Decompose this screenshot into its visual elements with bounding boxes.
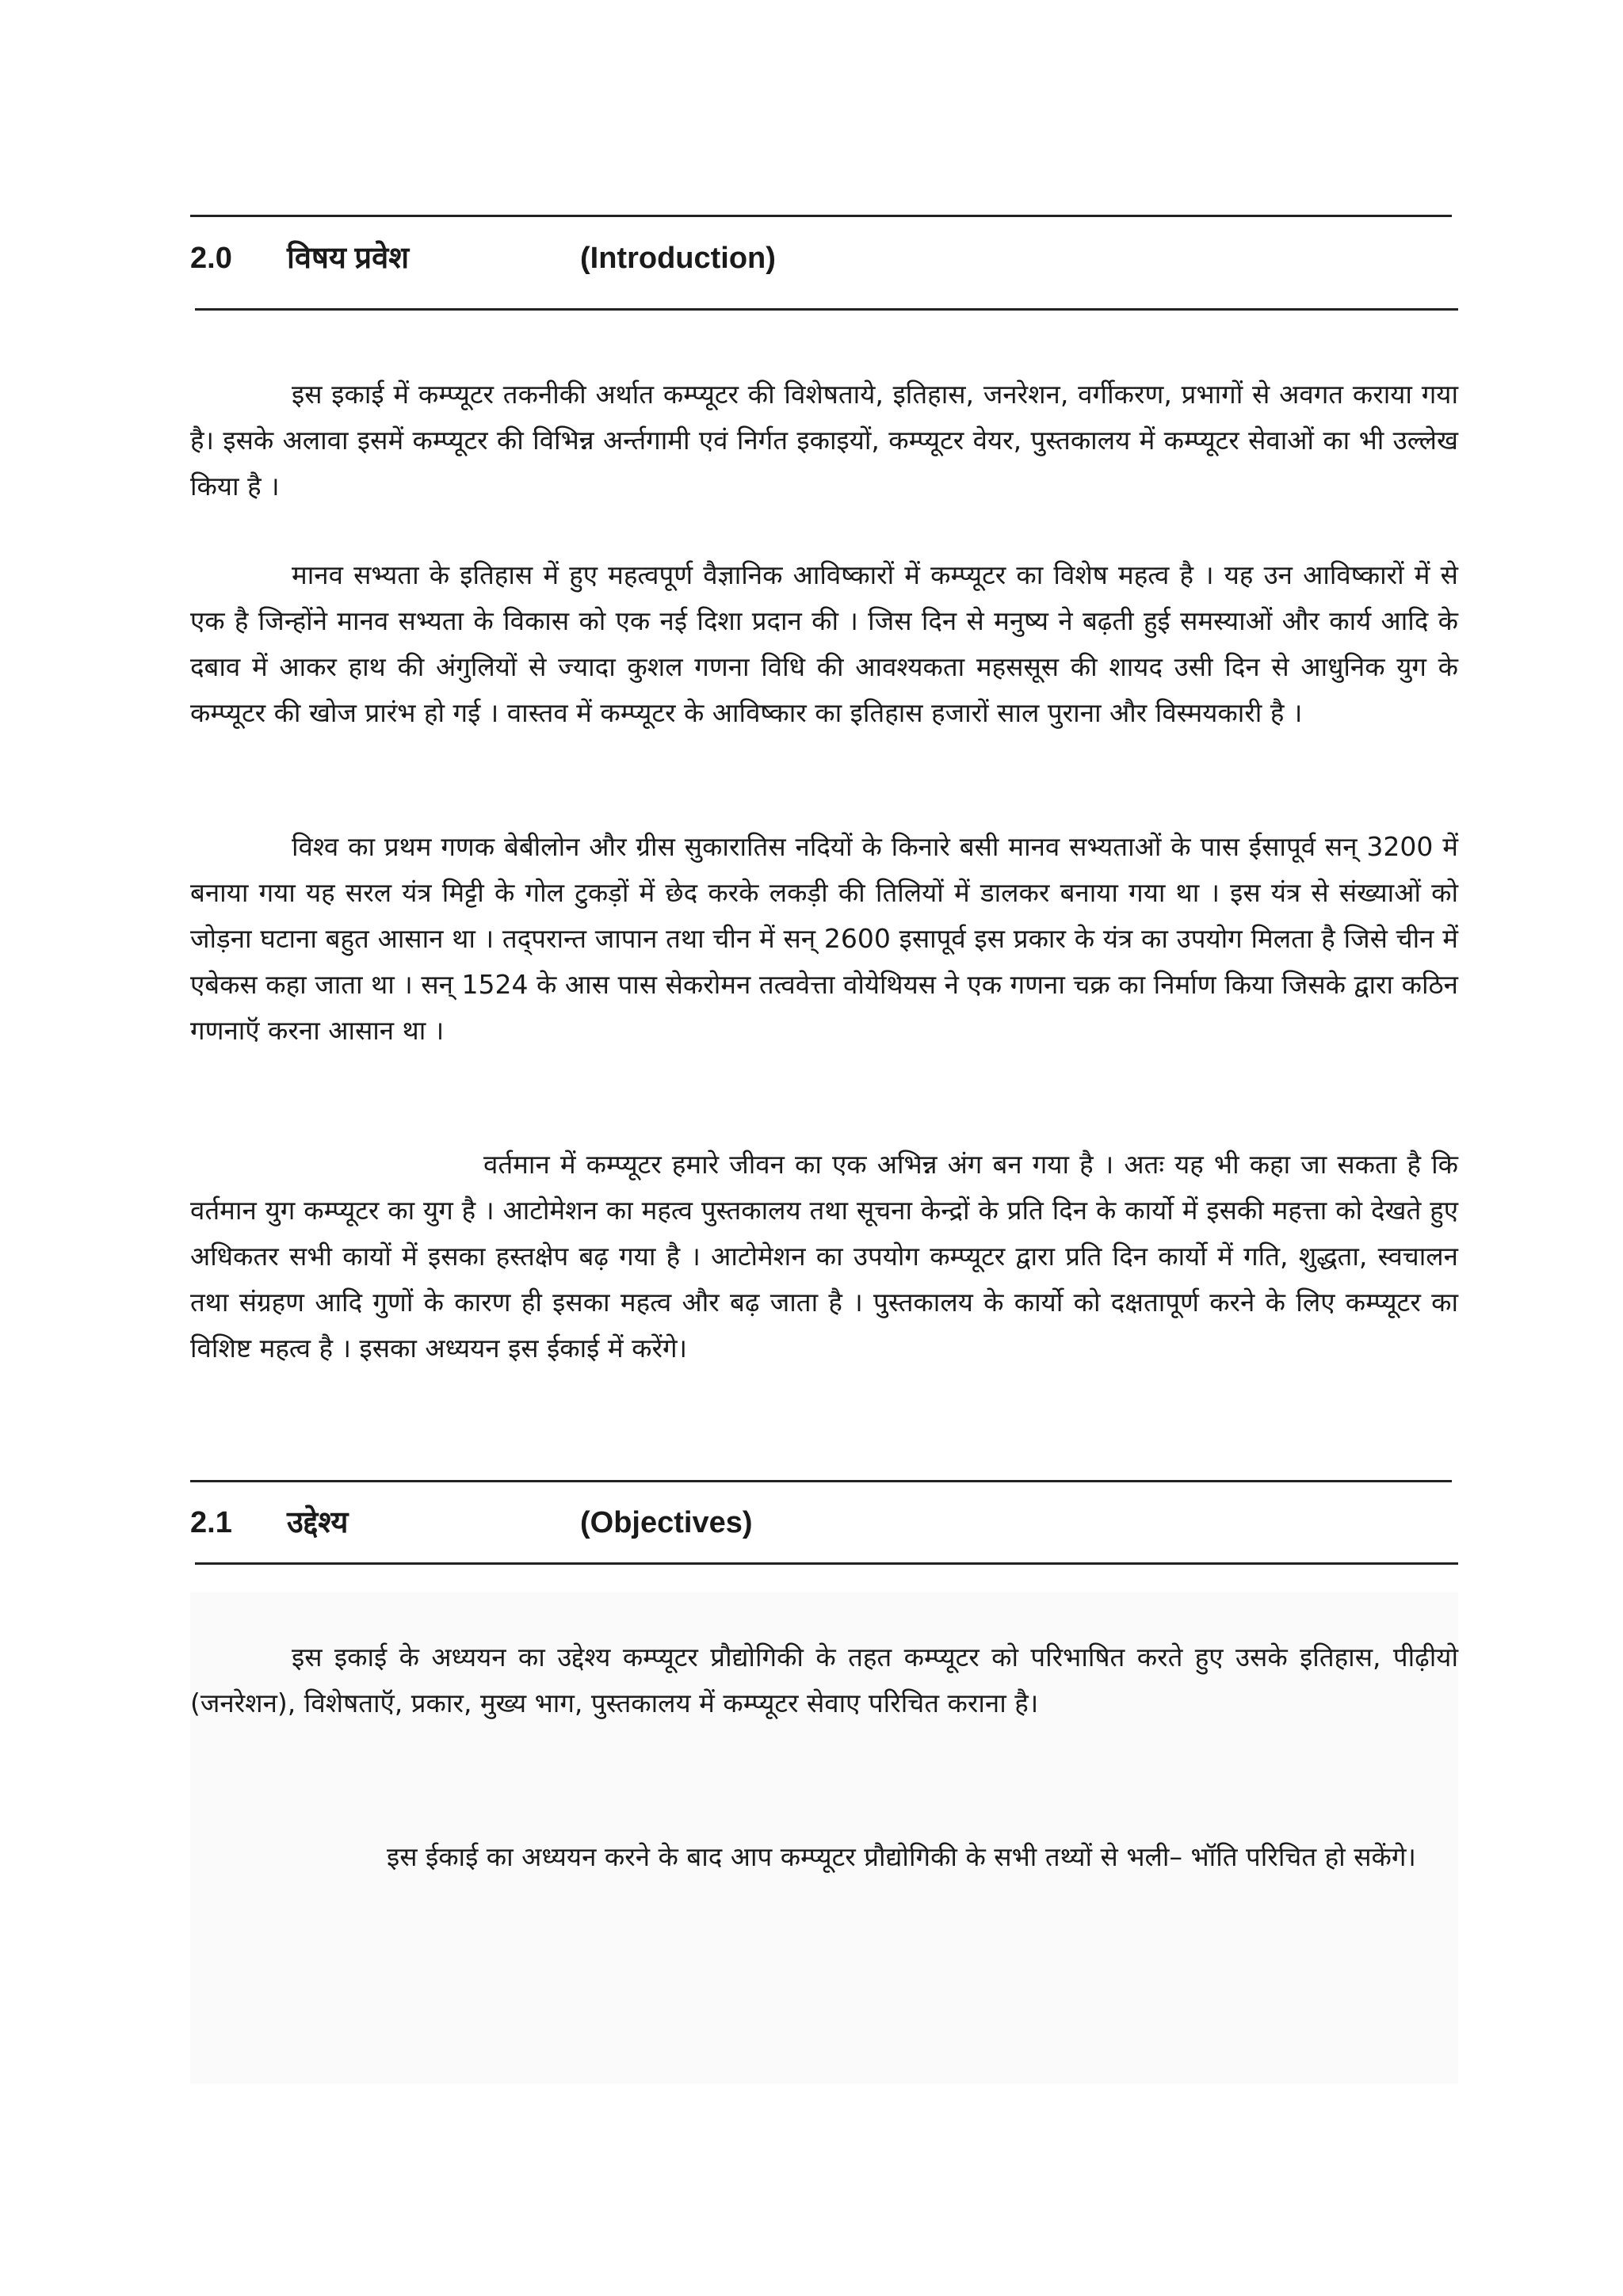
heading-rule-bottom	[195, 1562, 1458, 1565]
intro-paragraph: इस इकाई में कम्प्यूटर तकनीकी अर्थात कम्प्यूटर की विशेषताये, इतिहास, जनरेशन, वर्गीकरण, प्रभागों से अवगत कराया गया है। इसके अलावा इसमें कम्प्यूटर की विभिन्न अर्न्तगामी एवं निर्गत इकाइयों, कम्प्यूटर वेयर, पुस्तकालय में कम्प्यूटर सेवाओं का भी उल्लेख किया है ।	[190, 379, 1458, 502]
section-title-english: (Introduction)	[580, 242, 776, 275]
section-title-english: (Objectives)	[580, 1506, 753, 1539]
intro-paragraph: मानव सभ्यता के इतिहास में हुए महत्वपूर्ण वैज्ञानिक आविष्कारों में कम्प्यूटर का विशेष महत्व है । यह उन आविष्कारों में से एक है जिन्होंने मानव सभ्यता के विकास को एक नई दिशा प्रदान की । जिस दिन से मनुष्य ने बढ़ती हुई समस्याओं और कार्य आदि के दबाव में आकर हाथ की अंगुलियों से ज्यादा कुशल गणना विधि की आवश्यकता महससूस की शायद उसी दिन से आधुनिक युग के कम्प्यूटर की खोज प्रारंभ हो गई । वास्तव में कम्प्यूटर के आविष्कार का इतिहास हजारों साल पुराना और विस्मयकारी है ।	[190, 559, 1458, 728]
section-heading-introduction	[190, 235, 1458, 282]
objective-paragraph: इस इकाई के अध्ययन का उद्देश्य कम्प्यूटर प्रौद्योगिकी के तहत कम्प्यूटर को परिभाषित करते हुए उसके इतिहास, पीढ़ीयो (जनरेशन), विशेषताऍ, प्रकार, मुख्य भाग, पुस्तकालय में कम्प्यूटर सेवाए परिचित कराना है।	[190, 1642, 1458, 1718]
intro-paragraph: विश्व का प्रथम गणक बेबीलोन और ग्रीस सुकारातिस नदियों के किनारे बसी मानव सभ्यताओं के पास ईसापूर्व सन् 3200 में बनाया गया यह सरल यंत्र मिट्टी के गोल टुकड़ों में छेद करके लकड़ी की तिलियों में डालकर बनाया गया था । इस यंत्र से संख्याओं को जोड़ना घटाना बहुत आसान था । तद्परान्त जापान तथा चीन में सन् 2600 इसापूर्व इस प्रकार के यंत्र का उपयोग मिलता है जिसे चीन में एबेकस कहा जाता था । सन् 1524 के आस पास सेकरोमन तत्ववेत्ता वोयेथियस ने एक गणना चक्र का निर्माण किया जिसके द्वारा कठिन गणनाऍ करना आसान था ।	[190, 831, 1458, 1046]
section-number: 2.1	[190, 1506, 232, 1539]
section-title-hindi: विषय प्रवेश	[287, 242, 410, 275]
section-title-hindi: उद्देश्य	[287, 1506, 349, 1539]
intro-paragraph: वर्तमान में कम्प्यूटर हमारे जीवन का एक अभिन्न अंग बन गया है । अतः यह भी कहा जा सकता है कि वर्तमान युग कम्प्यूटर का युग है । आटोमेशन का महत्व पुस्तकालय तथा सूचना केन्द्रों के प्रति दिन के कार्यो में इसकी महत्ता को देखते हुए अधिकतर सभी कायों में इसका हस्तक्षेप बढ़ गया है । आटोमेशन का उपयोग कम्प्यूटर द्वारा प्रति दिन कार्यो में गति, शुद्धता, स्वचालन तथा संग्रहण आदि गुणों के कारण ही इसका महत्व और बढ़ जाता है । पुस्तकालय के कार्यो को दक्षतापूर्ण करने के लिए कम्प्यूटर का विशिष्ट महत्व है । इसका अध्ययन इस ईकाई में करेंगे।	[190, 1149, 1458, 1363]
heading-rule-top	[190, 215, 1452, 217]
heading-rule-bottom	[195, 308, 1458, 311]
section-number: 2.0	[190, 242, 232, 275]
objective-paragraph: इस ईकाई का अध्ययन करने के बाद आप कम्प्यूटर प्रौद्योगिकी के सभी तथ्यों से भली– भॉति परिचित हो सकेंगे।	[387, 1841, 1416, 1872]
heading-rule-top	[190, 1480, 1452, 1482]
section-heading-objectives	[190, 1499, 1458, 1547]
